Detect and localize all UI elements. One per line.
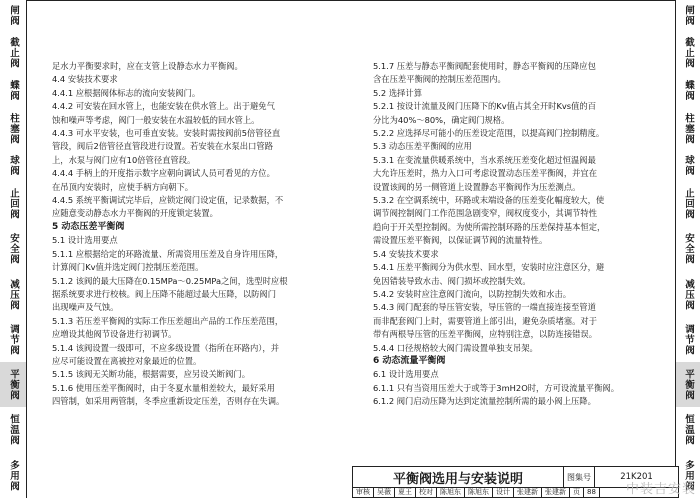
tab-label: 调节阀: [683, 323, 694, 356]
watermark: 中装吉安装: [625, 482, 696, 497]
left-tab-column: [0, 0, 27, 498]
text-line: 而非配套阀门上时，需要管道上部引出，避免杂质堵塞。对于: [373, 315, 598, 326]
tab-9[interactable]: [676, 317, 700, 362]
tab-12[interactable]: [0, 453, 26, 498]
text-line: 大允许压差时，热力入口可考虑设置动态压差平衡阀，并宜在: [373, 168, 598, 179]
text-line: 上，水泵与阀门应有10倍管径直管段。: [52, 154, 196, 165]
tab-6[interactable]: [676, 181, 700, 226]
left-text-column: [52, 60, 350, 409]
tab-label: 恒温阀: [8, 414, 19, 446]
text-line: 需设置压差平衡阀，以保证调节阀的流量特性。: [373, 235, 548, 246]
text-line: 5.1.4 该阀设置一级即可，不应多级设置（指所在环路内），并: [52, 342, 280, 353]
text-line: 应増设其他阀节设备进行初调节。: [52, 329, 177, 340]
text-line: 4.4.5 系统平衡调试完毕后，应锁定阀门设定值，记录数据，不: [52, 195, 284, 206]
tab-3[interactable]: [0, 75, 26, 105]
text-line: 5.2.1 按设计流量及阀门压降下的Kv值占其全开时Kvs值的百: [373, 101, 597, 112]
tab-8[interactable]: [676, 272, 700, 317]
tab-4[interactable]: [676, 106, 700, 151]
tab-label: 调节阀: [8, 323, 19, 356]
text-line: 4.4.1 应根据阀体标志的流向安装阀门。: [52, 87, 201, 98]
text-line: 5.3.2 在空调系统中，环路或末端设备的压差变化幅度较大，使: [373, 195, 605, 206]
text-line: 含在压差平衡阀的控制压差范围内。: [373, 74, 506, 85]
text-line: 4.4.2 可安装在回水管上，也能安装在供水管上。出于避免气: [52, 101, 275, 112]
tab-11[interactable]: [0, 407, 26, 452]
tab-label: 蝶阀: [8, 80, 19, 102]
tab-label: 球阀: [8, 155, 19, 177]
review-cell: 陈旭东: [465, 487, 493, 497]
review-cell: 张建新: [514, 487, 542, 497]
text-line: 趋向于开关型控制阀。为使所需控制环路的压差保持基本恒定，: [373, 221, 606, 232]
tab-label: 安全阀: [8, 233, 19, 265]
text-line: 4.4 安装技术要求: [52, 74, 118, 85]
section-heading: 5 动态压差平衡阀: [52, 221, 125, 232]
text-line: 免因错装导致水击、阀门损坏或控制失效。: [373, 275, 531, 286]
text-line: 据系统要求进行校核。阀上压降不能超过最大压降，以防阀门: [52, 288, 277, 299]
text-line: 6.1.2 阀门启动压降为达到定流量控制所需的最小阀上压降。: [373, 396, 596, 407]
tab-11[interactable]: [676, 407, 700, 452]
text-line: 应随意变动静态水力平衡阀的开度锁定装置。: [52, 208, 218, 219]
tab-10[interactable]: [676, 362, 700, 407]
tab-2[interactable]: [676, 30, 700, 75]
text-line: 5.4.2 安装时应注意阀门流向，以防控制失效和水击。: [373, 288, 571, 299]
tab-label: 减压阀: [683, 278, 694, 310]
text-line: 4.4.4 手柄上的开度指示数字应朝向调试人员可看见的方位。: [52, 168, 275, 179]
text-line: 5.2.2 应选择尽可能小的压差设定范围，以提高阀门控制精度。: [373, 128, 605, 139]
text-line: 出现噪声及气蚀。: [52, 302, 119, 313]
tab-label: 止回阀: [8, 187, 19, 220]
tab-6[interactable]: [0, 181, 26, 226]
text-line: 调节阀控制阀门工作范围急剧变窄，阀权度变小，其调节特性: [373, 208, 598, 219]
text-line: 带有两根导压管的压差平衡阀，应特别注意，以防连接错误。: [373, 329, 598, 340]
text-line: 5.3.1 在变流量供暖系统中，当水系统压差变化超过恒温阀最: [373, 154, 596, 165]
tab-label: 闸阀: [8, 4, 19, 26]
tab-4[interactable]: [0, 106, 26, 151]
tab-label: 多用阀: [8, 459, 19, 492]
tab-7[interactable]: [0, 226, 26, 271]
tab-10[interactable]: [0, 362, 26, 407]
text-line: 在吊顶内安装时，应使手柄方向朝下。: [52, 181, 194, 192]
text-line: 5.4.3 阀门配套的导压管安装，导压管的一端直接连接至管道: [373, 302, 596, 313]
atlas-number-value: 21K201: [595, 467, 678, 488]
tab-label: 球阀: [683, 155, 694, 177]
review-cell: 校对: [416, 487, 437, 497]
tab-1[interactable]: [0, 0, 26, 30]
tab-label: 柱塞阀: [683, 112, 694, 144]
right-tab-column: [675, 0, 700, 498]
tab-label: 安全阀: [683, 233, 694, 265]
atlas-number-label: 图集号: [564, 467, 595, 488]
tab-3[interactable]: [676, 75, 700, 105]
tab-label: 平衡阀: [683, 369, 694, 401]
text-line: 应尽可能设置在离被控对象最近的位置。: [52, 355, 202, 366]
drawing-title: 平衡阀选用与安装说明: [353, 467, 564, 488]
tab-5[interactable]: [0, 151, 26, 181]
text-line: 管段，阀后2倍管径直管段进行设置。若安装在水泵出口管路: [52, 141, 273, 152]
text-line: 4.4.3 可水平安装，也可垂直安装。安装时需按阀前5倍管径直: [52, 128, 281, 139]
tab-label: 恒温阀: [683, 414, 694, 446]
tab-label: 蝶阀: [683, 80, 694, 102]
text-line: 足水力平衡要求时，应在支管上设静态水力平衡阀。: [52, 61, 243, 71]
tab-5[interactable]: [676, 151, 700, 181]
text-line: 5.1.3 若压差平衡阀的实际工作压差超出产品的工作压差范围，: [52, 315, 284, 326]
tab-1[interactable]: [676, 0, 700, 30]
text-line: 蚀和噪声等考虑，阀门一般安装在水温较低的回水管上。: [52, 114, 260, 125]
text-line: 5.1.7 压差与静态平衡阀配套使用时，静态平衡阀的压降应包: [373, 61, 596, 71]
review-cell: 夏王: [395, 487, 416, 497]
right-text-column: [373, 60, 671, 409]
text-line: 6.1 设计选用要点: [373, 369, 439, 380]
review-cell: 88: [584, 487, 600, 497]
review-cell: 张建新: [542, 487, 570, 497]
tab-8[interactable]: [0, 272, 26, 317]
tab-2[interactable]: [0, 30, 26, 75]
text-line: 5.3 动态压差平衡阀的应用: [373, 141, 472, 152]
text-line: 5.4 安装技术要求: [373, 248, 439, 259]
text-line: 5.1.1 应根据给定的环路流量、所需资用压差及自身许用压降，: [52, 248, 284, 259]
text-line: 四管制，如采用两管制，冬季应重新设定压差，否则存在失调。: [52, 396, 285, 407]
text-line: 6.1.1 只有当资用压差大于或等于3mH2O时，方可设流量平衡阀。: [373, 382, 619, 393]
text-line: 5.1.5 该阀无关断功能，根据需要，应另设关断阀门。: [52, 369, 250, 380]
tab-label: 闸阀: [683, 4, 694, 26]
review-cell: 设计: [493, 487, 514, 497]
text-line: 5.1.6 使用压差平衡阀时，由于冬夏水量相差较大，最好采用: [52, 382, 275, 393]
tab-label: 平衡阀: [8, 369, 19, 401]
tab-7[interactable]: [676, 226, 700, 271]
tab-label: 截止阀: [683, 37, 694, 69]
text-line: 设置该阀的另一侧管道上设置静态平衡阀作为压差测点。: [373, 181, 581, 192]
text-line: 5.4.1 压差平衡阀分为供水型、回水型，安装时应注意区分，避: [373, 262, 605, 273]
tab-label: 止回阀: [683, 187, 694, 220]
text-line: 计算阀门Kv值并选定阀门控制压差范围。: [52, 262, 204, 273]
frame-border: [26, 0, 676, 1]
text-line: 5.2 选择计算: [373, 87, 423, 98]
text-line: 5.1.2 该阀的最大压降在0.15MPa～0.25MPa之间，选型时应根: [52, 275, 288, 286]
text-line: 5.1 设计选用要点: [52, 235, 118, 246]
review-cell: 审核: [353, 487, 374, 497]
review-cell: 陈旭东: [437, 487, 465, 497]
review-cell: 吴薇: [374, 487, 395, 497]
tab-9[interactable]: [0, 317, 26, 362]
tab-label: 截止阀: [8, 37, 19, 69]
text-line: 5.4.4 口径规格较大阀门需设置单独支吊架。: [373, 342, 538, 353]
tab-label: 柱塞阀: [8, 112, 19, 144]
tab-label: 减压阀: [8, 278, 19, 310]
tab-label: 多用阀: [683, 459, 694, 492]
text-line: 分比为40%～80%，确定阀门规格。: [373, 114, 510, 125]
review-cell: 页: [570, 487, 584, 497]
section-heading: 6 动态流量平衡阀: [373, 355, 446, 366]
